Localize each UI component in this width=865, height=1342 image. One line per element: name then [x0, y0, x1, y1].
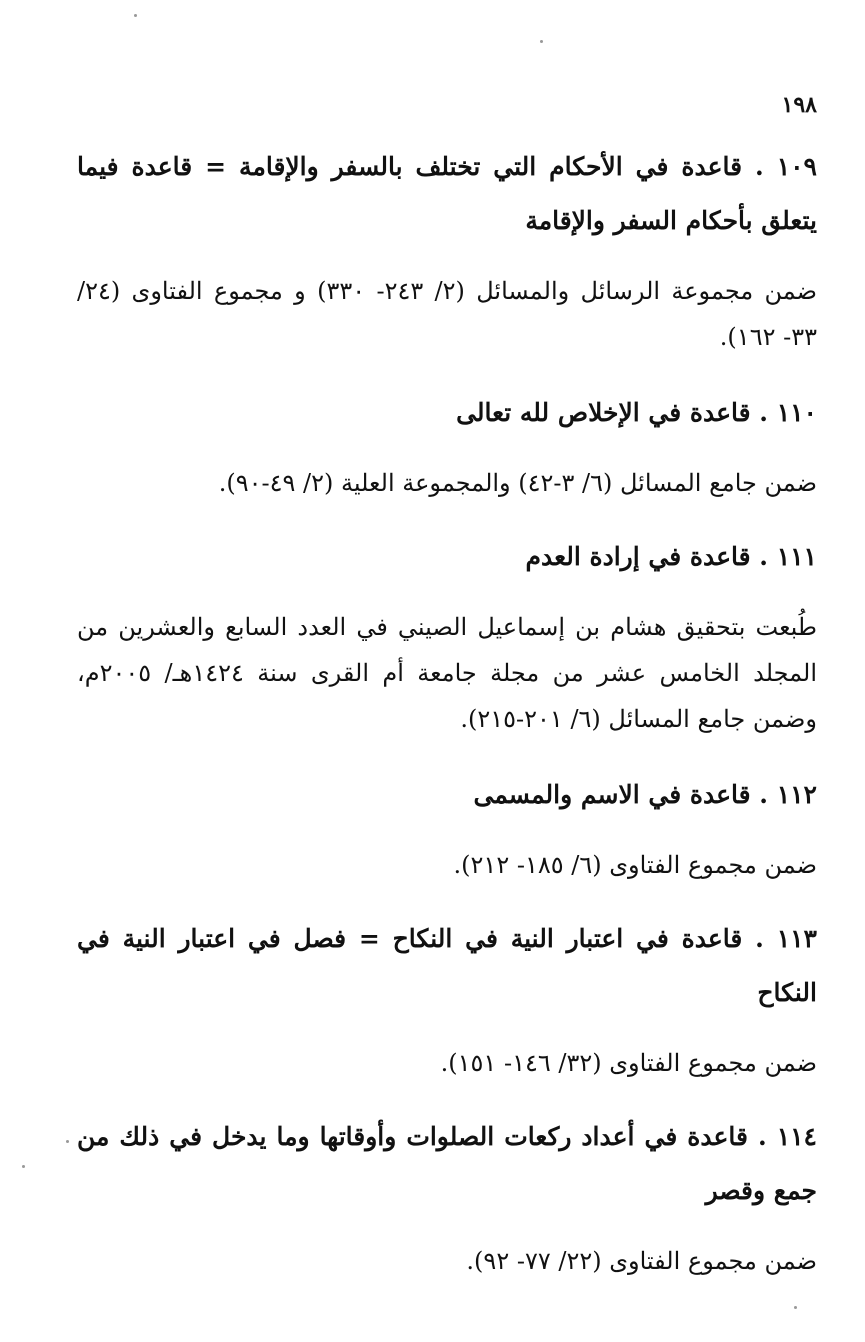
entry-reference: ضمن مجموعة الرسائل والمسائل (٢/ ٢٤٣- ٣٣٠) و مجموع الفتاوى (٢٤/ ٣٣- ١٦٢). [77, 277, 818, 351]
entry-title-text: قاعدة في أعداد ركعات الصلوات وأوقاتها وما يدخل في ذلك من جمع وقصر [77, 1122, 817, 1205]
entries-list [77, 140, 817, 1308]
scan-speck [540, 40, 543, 43]
entry-title-text: قاعدة في الإخلاص لله تعالى [456, 398, 751, 427]
entry-number: ١٠٩ . [742, 152, 817, 181]
entry-reference: طُبعت بتحقيق هشام بن إسماعيل الصيني في العدد السابع والعشرين من المجلد الخامس عشر من مجلة جامعة أم القرى سنة ١٤٢٤هـ/ ٢٠٠٥م، وضمن جامع المسائل (٦/ ٢٠١-٢١٥). [77, 613, 818, 733]
entry-title [77, 1110, 817, 1218]
entry-reference: ضمن مجموع الفتاوى (٦/ ١٨٥- ٢١٢). [453, 851, 817, 879]
entry-110 [77, 386, 817, 506]
entry-title [77, 768, 817, 822]
scan-speck [22, 1165, 25, 1168]
entry-title [77, 912, 817, 1020]
page-number: ١٩٨ [781, 92, 817, 118]
entry-title-text: قاعدة في اعتبار النية في النكاح = فصل في اعتبار النية في النكاح [77, 924, 817, 1007]
entry-number: ١١٢ . [751, 780, 817, 809]
entry-number: ١١٣ . [742, 924, 817, 953]
entry-number: ١١١ . [751, 542, 817, 571]
entry-title [77, 140, 817, 248]
entry-title-text: قاعدة في الاسم والمسمى [473, 780, 751, 809]
entry-111 [77, 530, 817, 742]
entry-114 [77, 1110, 817, 1284]
entry-number: ١١٠ . [751, 398, 817, 427]
entry-112 [77, 768, 817, 888]
scan-speck [794, 1306, 797, 1309]
entry-reference: ضمن مجموع الفتاوى (٢٢/ ٧٧- ٩٢). [466, 1247, 817, 1275]
scan-speck [66, 1140, 69, 1143]
entry-reference: ضمن مجموع الفتاوى (٣٢/ ١٤٦- ١٥١). [440, 1049, 817, 1077]
entry-title [77, 386, 817, 440]
entry-number: ١١٤ . [748, 1122, 817, 1151]
entry-title-text: قاعدة في الأحكام التي تختلف بالسفر والإقامة = قاعدة فيما يتعلق بأحكام السفر والإقامة [77, 152, 817, 235]
scan-speck [134, 14, 137, 17]
entry-113 [77, 912, 817, 1086]
entry-title [77, 530, 817, 584]
entry-title-text: قاعدة في إرادة العدم [525, 542, 751, 571]
entry-reference: ضمن جامع المسائل (٦/ ٣-٤٢) والمجموعة العلية (٢/ ٤٩-٩٠). [218, 469, 817, 497]
entry-109 [77, 140, 817, 360]
